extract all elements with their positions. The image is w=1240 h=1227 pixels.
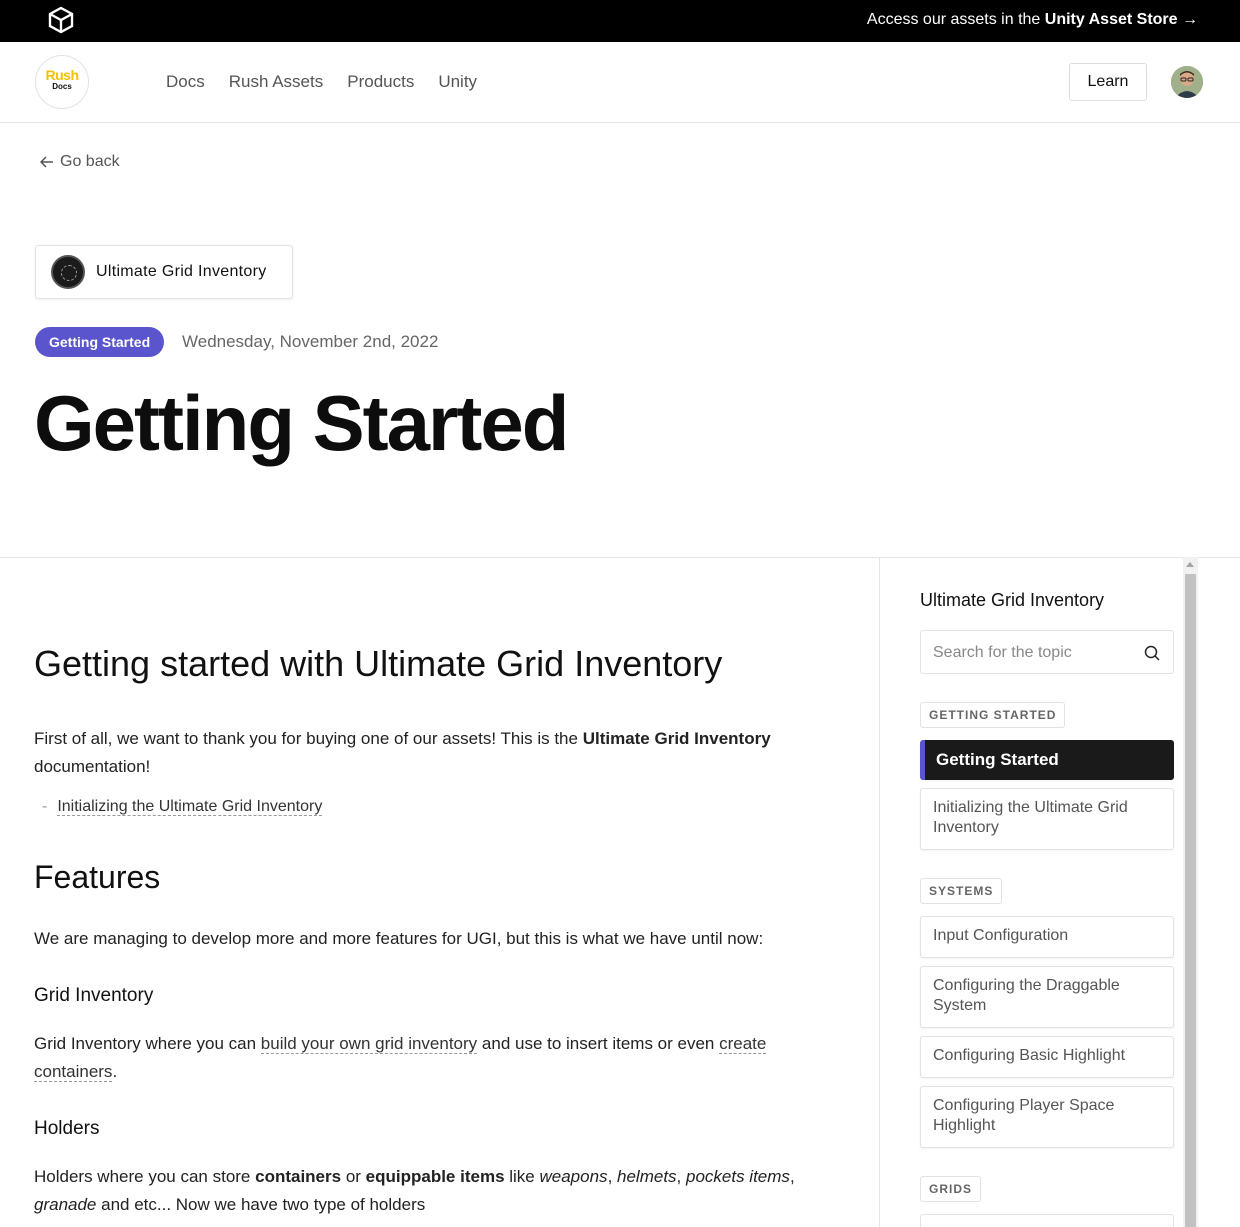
promo-prefix: Access our assets in the bbox=[866, 11, 1045, 28]
holders-or: or bbox=[341, 1167, 366, 1186]
brand-docs: Docs bbox=[52, 82, 72, 91]
holders-bold-equippable: equippable items bbox=[365, 1167, 505, 1186]
brand-rush: Rush bbox=[45, 67, 79, 83]
intro-text-b: documentation! bbox=[34, 757, 151, 776]
holders-comma-3: , bbox=[789, 1167, 795, 1186]
scroll-up-arrow-icon[interactable] bbox=[1186, 562, 1194, 567]
grid-inventory-paragraph bbox=[34, 1030, 844, 1086]
holders-comma-1: , bbox=[607, 1167, 618, 1186]
nav-products[interactable]: Products bbox=[347, 72, 415, 91]
holders-paragraph bbox=[34, 1163, 844, 1219]
scrollbar-thumb[interactable] bbox=[1185, 574, 1196, 1227]
holders-comma-2: , bbox=[676, 1167, 686, 1186]
list-dash: - bbox=[42, 798, 48, 815]
holders-pockets: pockets items bbox=[686, 1167, 790, 1186]
intro-text-a: First of all, we want to thank you for buying one of our assets! This is the bbox=[34, 729, 583, 748]
nav-unity[interactable]: Unity bbox=[438, 72, 478, 91]
main-nav bbox=[166, 72, 477, 92]
features-heading: Features bbox=[34, 859, 161, 895]
list-item bbox=[42, 798, 322, 816]
grid-text-a: Grid Inventory where you can bbox=[34, 1034, 261, 1053]
search-icon[interactable] bbox=[1143, 644, 1161, 662]
nav-rush-assets[interactable]: Rush Assets bbox=[228, 72, 324, 91]
go-back-link[interactable] bbox=[40, 153, 120, 171]
product-name: Ultimate Grid Inventory bbox=[96, 263, 267, 280]
sidebar-item-input-configuration[interactable]: Input Configuration bbox=[920, 916, 1174, 958]
topic-search bbox=[920, 630, 1174, 674]
sidebar-item-basic-highlight[interactable]: Configuring Basic Highlight bbox=[920, 1036, 1174, 1078]
arrow-left-icon bbox=[40, 155, 54, 169]
sidebar-item-draggable-system[interactable]: Configuring the Draggable System bbox=[920, 966, 1174, 1028]
holders-bold-containers: containers bbox=[255, 1167, 342, 1186]
holders-granade: granade bbox=[34, 1195, 97, 1214]
go-back-label: Go back bbox=[60, 153, 120, 170]
article-heading: Getting started with Ultimate Grid Inventory bbox=[34, 643, 723, 684]
vertical-divider bbox=[879, 557, 880, 1227]
intro-bold: Ultimate Grid Inventory bbox=[582, 729, 771, 748]
build-grid-link[interactable]: build your own grid inventory bbox=[260, 1034, 478, 1053]
sidebar-item-getting-started[interactable]: Getting Started bbox=[920, 740, 1174, 780]
holders-text-a: Holders where you can store bbox=[34, 1167, 256, 1186]
publish-date: Wednesday, November 2nd, 2022 bbox=[182, 332, 439, 351]
intro-paragraph bbox=[34, 725, 844, 781]
features-paragraph: We are managing to develop more and more features for UGI, but this is what we have until now: bbox=[34, 929, 764, 948]
holders-like: like bbox=[504, 1167, 540, 1186]
sidebar-title: Ultimate Grid Inventory bbox=[920, 590, 1105, 610]
holders-helmets: helmets bbox=[617, 1167, 677, 1186]
product-thumbnail-icon bbox=[51, 255, 85, 289]
avatar-icon bbox=[1171, 66, 1203, 98]
initializing-link[interactable]: Initializing the Ultimate Grid Inventory bbox=[57, 798, 323, 815]
sidebar-item-initializing[interactable]: Initializing the Ultimate Grid Inventory bbox=[920, 788, 1174, 850]
section-label-grids: GRIDS bbox=[920, 1176, 981, 1202]
top-banner bbox=[0, 0, 1240, 42]
rush-docs-logo[interactable] bbox=[35, 55, 89, 109]
sidebar-item-player-space-highlight[interactable]: Configuring Player Space Highlight bbox=[920, 1086, 1174, 1148]
holders-weapons: weapons bbox=[539, 1167, 608, 1186]
grid-text-b: and use to insert items or even bbox=[477, 1034, 720, 1053]
unity-logo-icon[interactable] bbox=[47, 6, 75, 34]
site-header bbox=[0, 42, 1240, 123]
arrow-right-icon: → bbox=[1182, 11, 1198, 28]
sidebar-item-grids-partial[interactable] bbox=[920, 1214, 1174, 1227]
asset-store-promo[interactable] bbox=[867, 11, 1198, 29]
create-containers-link[interactable]: create containers bbox=[34, 1034, 767, 1081]
section-label-systems: SYSTEMS bbox=[920, 878, 1002, 904]
learn-button[interactable]: Learn bbox=[1069, 63, 1147, 101]
sidebar-scrollbar[interactable] bbox=[1183, 557, 1198, 1227]
holders-heading: Holders bbox=[34, 1118, 100, 1139]
page-title: Getting Started bbox=[34, 379, 568, 467]
grid-inventory-heading: Grid Inventory bbox=[34, 985, 154, 1006]
holders-end: and etc... Now we have two type of holders bbox=[96, 1195, 426, 1214]
search-input[interactable] bbox=[933, 643, 1133, 663]
category-tag[interactable]: Getting Started bbox=[35, 327, 164, 357]
section-label-getting-started: GETTING STARTED bbox=[920, 702, 1065, 728]
nav-docs[interactable]: Docs bbox=[166, 72, 205, 91]
product-chip[interactable] bbox=[35, 245, 293, 299]
user-avatar[interactable] bbox=[1171, 66, 1203, 98]
asset-store-link[interactable]: Unity Asset Store bbox=[1044, 11, 1178, 28]
horizontal-divider bbox=[0, 557, 1240, 558]
grid-text-c: . bbox=[112, 1062, 118, 1081]
